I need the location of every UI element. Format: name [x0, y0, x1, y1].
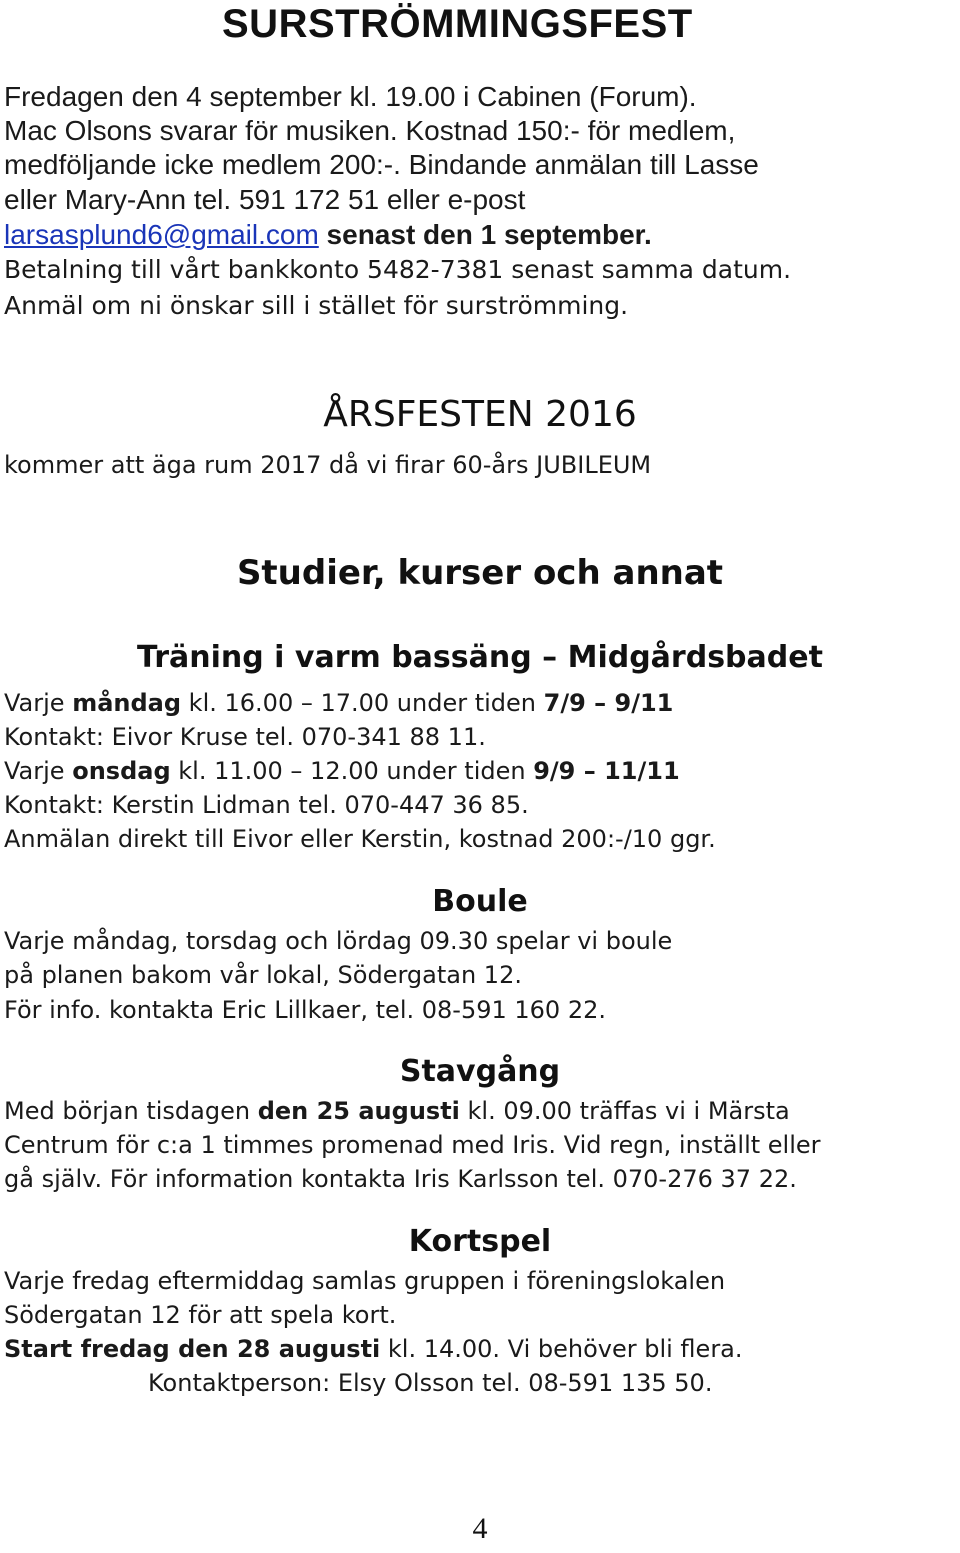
email-link[interactable]: larsasplund6@gmail.com: [4, 219, 319, 250]
traning-line-1: Varje måndag kl. 16.00 – 17.00 under tiden 7/9 – 9/11: [4, 689, 674, 717]
surstromming-line-6: Betalning till vårt bankkonto 5482-7381 senast samma datum.: [4, 255, 792, 284]
stavgang-line-1: Med början tisdagen den 25 augusti kl. 09.00 träffas vi i Märsta: [4, 1097, 790, 1125]
surstromming-line-4: eller Mary-Ann tel. 591 172 51 eller e-post: [4, 184, 526, 215]
page-number: 4: [472, 1512, 488, 1545]
kortspel-line-3: Start fredag den 28 augusti kl. 14.00. Vi behöver bli flera.: [4, 1335, 743, 1363]
surstromming-line-1: Fredagen den 4 september kl. 19.00 i Cabinen (Forum).: [4, 81, 697, 112]
arsfesten-title: ÅRSFESTEN 2016: [323, 394, 637, 435]
traning-title: Träning i varm bassäng – Midgårdsbadet: [137, 640, 823, 675]
stavgang-line-2: Centrum för c:a 1 timmes promenad med Iris. Vid regn, inställt eller: [4, 1131, 821, 1159]
stavgang-title: Stavgång: [399, 1054, 561, 1089]
traning-line-2: Kontakt: Eivor Kruse tel. 070-341 88 11.: [4, 723, 486, 751]
boule-line-1: Varje måndag, torsdag och lördag 09.30 spelar vi boule: [4, 927, 673, 955]
stavgang-line-3: gå själv. För information kontakta Iris Karlsson tel. 070-276 37 22.: [4, 1165, 797, 1193]
traning-line-5: Anmälan direkt till Eivor eller Kerstin, kostnad 200:-/10 ggr.: [4, 825, 716, 853]
kortspel-contact: Kontaktperson: Elsy Olsson tel. 08-591 135 50.: [148, 1369, 713, 1397]
surstromming-line-2: Mac Olsons svarar för musiken. Kostnad 150:- för medlem,: [4, 115, 736, 146]
surstromming-line-5: [4, 218, 652, 252]
arsfesten-text: kommer att äga rum 2017 då vi firar 60-års JUBILEUM: [4, 451, 652, 479]
boule-line-3: För info. kontakta Eric Lillkaer, tel. 08-591 160 22.: [4, 996, 606, 1024]
studier-title: Studier, kurser och annat: [236, 553, 724, 593]
boule-line-2: på planen bakom vår lokal, Södergatan 12.: [4, 961, 522, 989]
surstromming-line-3: medföljande icke medlem 200:-. Bindande anmälan till Lasse: [4, 149, 759, 180]
traning-line-4: Kontakt: Kerstin Lidman tel. 070-447 36 85.: [4, 791, 529, 819]
surstromming-line-7: Anmäl om ni önskar sill i stället för surströmming.: [4, 291, 629, 320]
boule-title: Boule: [432, 884, 528, 919]
kortspel-line-1: Varje fredag eftermiddag samlas gruppen i föreningslokalen: [4, 1267, 726, 1295]
registration-deadline: senast den 1 september.: [318, 219, 652, 250]
kortspel-title: Kortspel: [408, 1224, 552, 1259]
kortspel-line-2: Södergatan 12 för att spela kort.: [4, 1301, 397, 1329]
surstromming-title: SURSTRÖMMINGSFEST: [222, 2, 693, 46]
traning-line-3: Varje onsdag kl. 11.00 – 12.00 under tiden 9/9 – 11/11: [4, 757, 680, 785]
